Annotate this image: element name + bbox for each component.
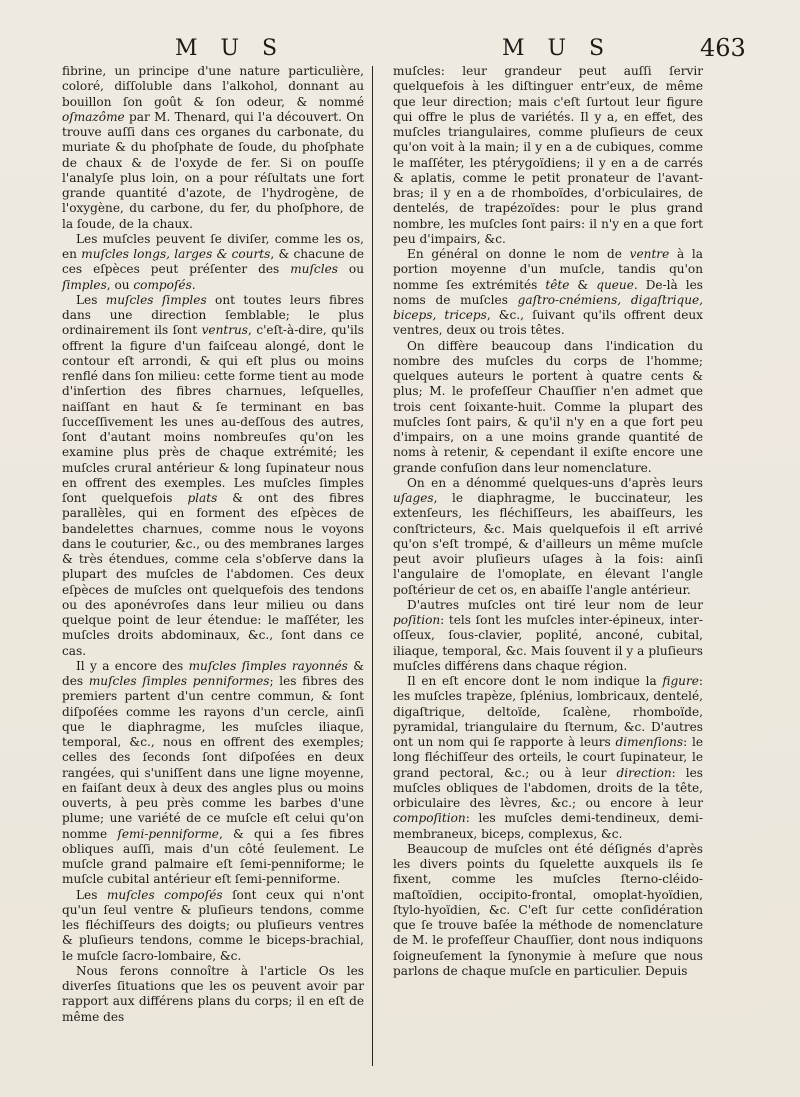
italic-term: direction (616, 765, 672, 780)
paragraph (62, 293, 364, 659)
text-run: Il y a encore des (76, 658, 189, 673)
text-run: Beaucoup de muſcles ont été déſignés d'après les divers points du ſquelette auxquels ils ſe fixent, comme les muſcles ſterno-cléido-maſtoïdien, occipito-frontal, omoplat-hyoïdien, ſtylo-hyoïdien, &c. C'eſt ſur cette conſidération que ſe trouve baſée la méthode de nomenclature de M. le profeſſeur Chauſſier, dont nous indiquons ſoigneuſement la ſynonymie à meſure que nous parlons de chaque muſcle en particulier. Depuis (393, 841, 703, 978)
italic-term: gaſtro-cnémiens, digaſtrique, biceps, triceps (393, 292, 703, 322)
header-left-word: M U S (175, 36, 286, 61)
text-run: par M. Thenard, qui l'a découvert. On trouve auſſi dans ces organes du carbonate, du muriate & du phoſphate de ſoude, du phoſphate de chaux & de l'oxyde de fer. Si on pouſſe l'analyſe plus loin, on a pour réſultats une fort grande quantité d'azote, de l'hydrogène, de l'oxygène, du carbone, du fer, du phoſphore, de la ſoude, de la chaux. (62, 109, 364, 231)
header-right-word: M U S (502, 36, 613, 61)
text-run: , & qui a ſes fibres obliques auſſi, mais d'un côté ſeulement. Le muſcle grand palmaire eſt ſemi-penniforme; le muſcle cubital antérieur eſt ſemi-penniforme. (62, 826, 364, 887)
italic-term: queue (596, 277, 634, 292)
italic-term: ſemi-penniforme (117, 826, 219, 841)
right-column (393, 64, 703, 979)
column-divider (372, 66, 373, 1066)
italic-term: ventrus (201, 323, 248, 338)
text-run: Il en eſt encore dont le nom indique la (407, 674, 663, 688)
text-run: : les muſcles trapèze, ſplénius, lombricaux, dentelé, digaſtrique, deltoïde, ſcalène, rhomboïde, pyramidal, triangulaire du ſternum, &c. D'autres ont un nom qui ſe rapporte à leurs (393, 674, 703, 749)
text-run: , le diaphragme, le buccinateur, les extenſeurs, les fléchiſſeurs, les abaiſſeurs, les conſtricteurs, &c. Mais quelquefois il eſt arrivé qu'on s'eſt trompé, & d'ailleurs un même muſcle peut avoir pluſieurs uſages à la fois: ainſi l'angulaire de l'omoplate, en élevant l'angle poſtérieur de cet os, en abaiſſe l'angle antérieur. (393, 491, 703, 597)
text-run: D'autres muſcles ont tiré leur nom de leur (407, 597, 703, 612)
text-run: Les (76, 887, 107, 902)
paragraph (62, 232, 364, 293)
italic-term: muſcles ſimples (105, 292, 207, 307)
paragraph (62, 888, 364, 964)
text-run: On diffère beaucoup dans l'indication du nombre des muſcles du corps de l'homme; quelques auteurs le portent à quatre cents & plus; M. le profeſſeur Chauſſier n'en admet que trois cent ſoixante-huit. Comme la plupart des muſcles ſont pairs, & qu'il n'y en a que fort peu d'impairs, on a une moins grande quantité de noms à retenir, & cependant il exiſte encore une grande confuſion dans leur nomenclature. (393, 338, 703, 475)
paragraph (62, 659, 364, 888)
italic-term: tête (545, 277, 570, 292)
paragraph (393, 339, 703, 476)
text-run: & (569, 277, 597, 292)
paragraph (62, 964, 364, 1025)
text-run: . De-là les noms de muſcles (393, 277, 703, 307)
italic-term: plats (187, 491, 218, 505)
italic-term: muſcles ſimples rayonnés (188, 658, 348, 673)
italic-term: figure (662, 674, 699, 688)
text-run: ; les fibres des premiers partent d'un centre commun, & ſont diſpoſées comme les rayons d'un cercle, ainſi que le diaphragme, les muſcles iliaque, temporal, &c., nous en offrent des exemples; celles des ſeconds ſont diſpoſées en deux rangées, qui s'uniſſent dans une ligne moyenne, en faiſant deux à deux des angles plus ou moins ouverts, à peu près comme les barbes d'une plume; une variété de ce muſcle eſt celui qu'on nomme (62, 674, 364, 841)
text-run: : le long fléchiſſeur des orteils, le court ſupinateur, le grand pectoral, &c.; ou à leur (393, 735, 703, 780)
text-run: Les (76, 292, 106, 307)
text-run: muſcles: leur grandeur peut auſſi ſervir quelquefois à les diſtinguer entr'eux, de même que leur direction; mais c'eſt ſurtout leur figure qui offre le plus de variétés. Il y a, en effet, des muſcles triangulaires, comme pluſieurs de ceux qu'on voit à la main; il y en a de cubiques, comme le maſſéter, les ptérygoïdiens; il y en a de carrés & aplatis, comme le petit pronateur de l'avant-bras; il y en a de rhomboïdes, d'orbiculaires, de dentelés, de trapézoïdes: pour le plus grand nombre, les muſcles ſont pairs: il n'y en a que fort peu d'impairs, &c. (393, 64, 703, 246)
text-run: & ont des fibres parallèles, qui en forment des eſpèces de bandelettes charnues, comme nous le voyons dans le couturier, &c., ou des membranes larges & très étendues, comme cela s'obſerve dans la plupart des muſcles de l'abdomen. Ces deux eſpèces de muſcles ont quelquefois des tendons ou des aponévroſes dans leur milieu ou dans quelque point de leur étendue: le maſſéter, les muſcles droits abdominaux, &c., ſont dans ce cas. (62, 491, 364, 658)
text-run: , c'eſt-à-dire, qu'ils offrent la figure d'un faiſceau alongé, dont le contour eſt arrondi, & qui eſt plus ou moins renflé dans ſon milieu: cette forme tient au mode d'inſertion des fibres charnues, leſquelles, naiſſant en haut & ſe terminant en bas ſucceſſivement les unes au-deſſous des autres, ſont d'autant moins nombreuſes qu'on les examine plus près de chaque extrémité; les muſcles crural antérieur & long ſupinateur nous en offrent des exemples. Les muſcles ſimples ſont quelquefois (62, 323, 364, 505)
running-header (0, 36, 800, 66)
left-column (62, 64, 364, 1025)
text-run: ou (337, 262, 364, 277)
text-run: à la portion moyenne d'un muſcle, tandis qu'on nomme ſes extrémités (393, 247, 703, 292)
italic-term: uſages (393, 491, 434, 505)
italic-term: oſmazôme (62, 109, 125, 124)
page-number: 463 (700, 34, 746, 62)
text-run: fibrine, un principe d'une nature particulière, coloré, diſſoluble dans l'alkohol, donnant au bouillon ſon goût & ſon odeur, & nommé (62, 64, 364, 109)
italic-term: muſcles compoſés (106, 887, 223, 902)
paragraph (393, 674, 703, 842)
text-run: : les muſcles demi-tendineux, demi-membraneux, biceps, complexus, &c. (393, 811, 703, 841)
paragraph (62, 64, 364, 232)
text-run: , &c., ſuivant qu'ils offrent deux ventres, deux ou trois têtes. (393, 308, 703, 338)
text-run: ſont ceux qui n'ont qu'un ſeul ventre & pluſieurs tendons, comme les fléchiſſeurs des doigts; ou pluſieurs ventres & pluſieurs tendons, comme le biceps-brachial, le muſcle ſacro-lombaire, &c. (62, 887, 365, 963)
italic-term: compoſés (133, 277, 192, 292)
text-run: Les muſcles peuvent ſe diviſer, comme les os, en (62, 231, 364, 261)
italic-term: muſcles (290, 262, 338, 277)
paragraph (393, 64, 703, 247)
paragraph (393, 598, 703, 674)
italic-term: ventre (629, 247, 670, 261)
text-run: On en a dénommé quelques-uns d'après leurs (407, 475, 703, 490)
text-run: . (191, 277, 196, 292)
italic-term: poſition (393, 613, 441, 627)
text-run: & des (62, 658, 365, 688)
paragraph (393, 476, 703, 598)
text-run: , & chacune de ces eſpèces peut préſenter des (62, 247, 365, 277)
text-run: : tels ſont les muſcles inter-épineux, inter-oſſeux, ſous-clavier, poplité, anconé, cubital, iliaque, temporal, &c. Mais ſouvent il y a pluſieurs muſcles différens dans chaque région. (393, 613, 703, 673)
italic-term: dimenſions (615, 735, 684, 749)
italic-term: ſimples (62, 277, 107, 292)
text-run: En général on donne le nom de (407, 247, 630, 261)
text-run: Nous ferons connoître à l'article Os les diverſes ſituations que les os peuvent avoir par rapport aux différens plans du corps; il en eſt de même des (62, 963, 364, 1024)
text-run: ont toutes leurs fibres dans une direction ſemblable; le plus ordinairement ils ſont (62, 292, 364, 338)
paragraph (393, 247, 703, 339)
italic-term: muſcles longs, larges & courts (81, 247, 271, 261)
text-run: : les muſcles obliques de l'abdomen, droits de la tête, orbiculaire des lèvres, &c.; ou encore à leur (393, 765, 703, 810)
italic-term: compoſition (393, 811, 466, 826)
text-run: , ou (106, 277, 134, 292)
italic-term: muſcles ſimples penniformes (88, 674, 270, 688)
paragraph (393, 842, 703, 979)
